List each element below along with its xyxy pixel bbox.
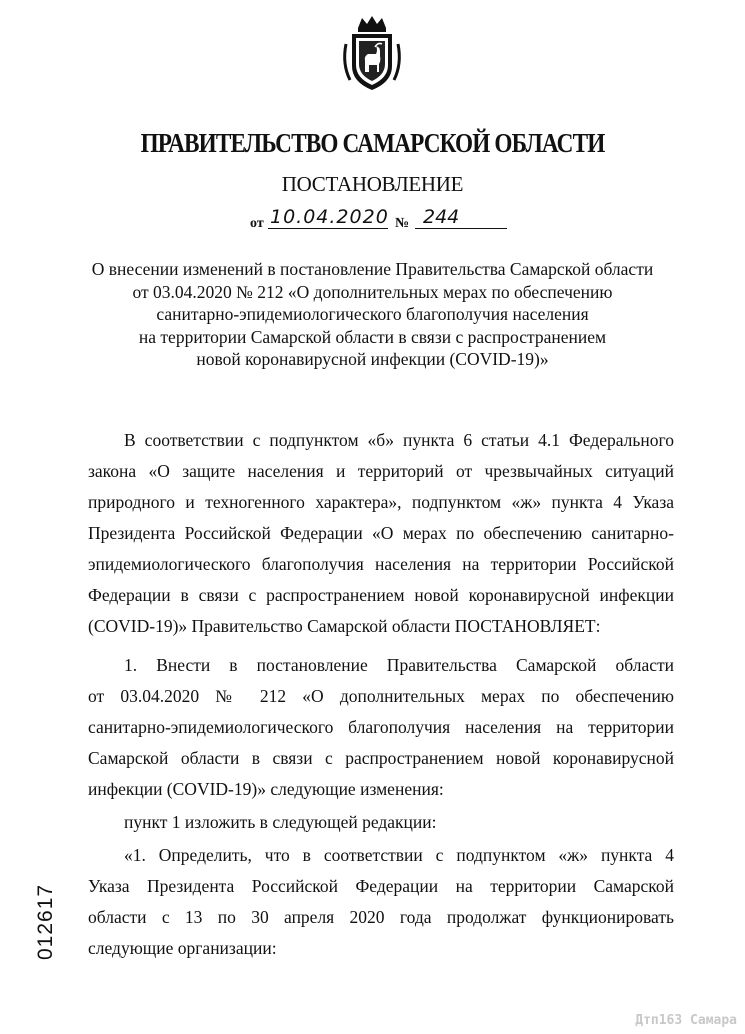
subject-line: санитарно-эпидемиологического благополучия населения [156, 304, 589, 324]
body-line: закона «О защите населения и территорий от чрезвычайных ситуаций [88, 461, 674, 481]
body-line: инфекции (COVID-19)» следующие изменения: [88, 779, 444, 799]
samara-coat-of-arms-icon [338, 14, 406, 94]
body-line: Самарской области в связи с распространением новой коронавирусной [88, 748, 674, 768]
document-number: 244 [415, 206, 507, 229]
body-line: области с 13 по 30 апреля 2020 года продолжат функционировать [88, 907, 674, 927]
date-prefix: от [250, 216, 264, 231]
government-title: ПРАВИТЕЛЬСТВО САМАРСКОЙ ОБЛАСТИ [140, 128, 605, 158]
document-date: 10.04.2020 [270, 206, 389, 228]
body-line: природного и техногенного характера», подпунктом «ж» пункта 4 Указа [88, 492, 674, 512]
body-line: эпидемиологического благополучия населения на территории Российской [88, 554, 674, 574]
watermark: Дтп163 Самара [635, 1013, 737, 1028]
body-line: следующие организации: [88, 938, 277, 958]
body-line: от 03.04.2020 № 212 «О дополнительных мерах по обеспечению [88, 686, 674, 706]
body-line: 1. Внести в постановление Правительства Самарской области [124, 655, 674, 675]
subject-line: на территории Самарской области в связи с распространением [138, 326, 607, 347]
body-line: Указа Президента Российской Федерации на территории Самарской [88, 876, 674, 896]
document-subject [60, 258, 685, 371]
date-number-line [250, 204, 510, 236]
body-line: санитарно-эпидемиологического благополучия населения на территории [88, 717, 674, 737]
body-line: пункт 1 изложить в следующей редакции: [124, 812, 437, 832]
subject-line: от 03.04.2020 № 212 «О дополнительных мерах по обеспечению [132, 281, 613, 302]
body-line: В соответствии с подпунктом «б» пункта 6 статьи 4.1 Федерального [124, 430, 674, 450]
registration-number: 012617 [34, 883, 57, 960]
body-line: (COVID-19)» Правительство Самарской области ПОСТАНОВЛЯЕТ: [88, 616, 601, 636]
body-line: Президента Российской Федерации «О мерах по обеспечению санитарно- [88, 523, 674, 543]
subject-line: новой коронавирусной инфекции (COVID-19)» [196, 349, 549, 369]
body-line: Федерации в связи с распространением новой коронавирусной инфекции [88, 585, 674, 605]
document-type: ПОСТАНОВЛЕНИЕ [281, 172, 464, 196]
body-line: «1. Определить, что в соответствии с подпунктом «ж» пункта 4 [124, 845, 674, 865]
number-sign: № [395, 216, 410, 231]
subject-line: О внесении изменений в постановление Правительства Самарской области [91, 259, 654, 279]
